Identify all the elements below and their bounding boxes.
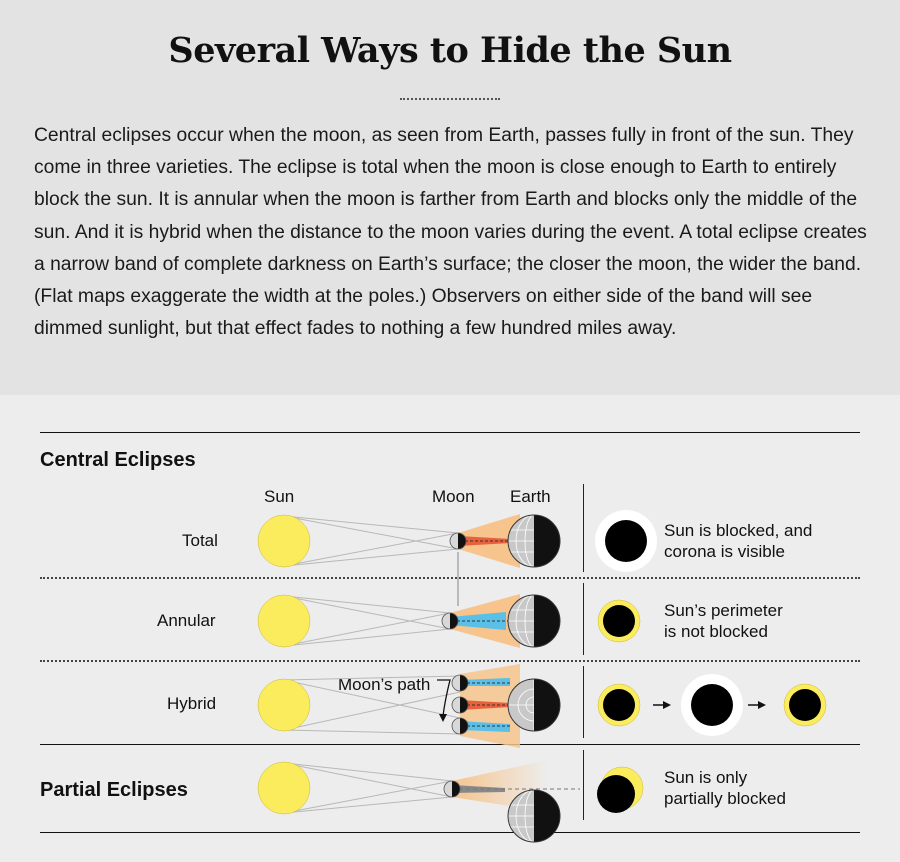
earth-globe: [508, 595, 560, 647]
sun-disc: [258, 762, 310, 814]
moons-path-label: Moon’s path: [338, 675, 431, 694]
annular-row-diagram: [258, 594, 640, 648]
hybrid-row-label: Hybrid: [167, 694, 217, 713]
annular-row-label: Annular: [157, 611, 216, 630]
sun-disc: [258, 679, 310, 731]
central-eclipses-heading: Central Eclipses: [40, 449, 196, 471]
page-title: Several Ways to Hide the Sun: [168, 30, 732, 71]
moon-disc: [452, 675, 468, 734]
eclipse-view: [681, 674, 743, 736]
partial-eclipses-heading: Partial Eclipses: [40, 779, 188, 801]
arrow-right-icon: [653, 701, 671, 709]
sun-disc: [258, 595, 310, 647]
eclipse-view: [784, 684, 826, 726]
moon-column-label: Moon: [432, 487, 475, 506]
moon-disc: [450, 533, 466, 549]
earth-globe: [508, 679, 560, 731]
earth-globe: [508, 515, 560, 567]
sun-column-label: Sun: [264, 487, 295, 506]
total-row-diagram: [258, 510, 657, 606]
annular-description: Sun’s perimeter is not blocked: [664, 601, 783, 641]
intro-paragraph: Central eclipses occur when the moon, as seen from Earth, passes fully in front of the sun. They come in three varieties. The eclipse is total when the moon is close enough to Earth to entirely block the sun. It is annular when the moon is farther from Earth and blocks only the middle of the sun. And it is hybrid when the distance to the moon varies during the event. A total eclipse creates a narrow band of complete darkness on Earth’s surface; the closer the moon, the wider the band. (Flat maps exaggerate the width at the poles.) Observers on either side of the band will see dimmed sunlight, but that effect fades to nothing a few hundred miles away.: [34, 125, 867, 340]
moon-disc: [442, 613, 458, 629]
partial-row-diagram: [258, 760, 643, 842]
earth-column-label: Earth: [510, 487, 551, 506]
partial-description: Sun is only partially blocked: [664, 768, 786, 808]
eclipse-view: [598, 684, 640, 726]
earth-globe: [508, 790, 560, 842]
total-description: Sun is blocked, and corona is visible: [664, 521, 813, 561]
hybrid-row-diagram: [258, 664, 826, 748]
eclipse-view: [597, 767, 643, 813]
sun-disc: [258, 515, 310, 567]
arrow-right-icon: [748, 701, 766, 709]
eclipse-view: [598, 600, 640, 642]
moon-disc: [444, 781, 460, 797]
eclipse-view: [595, 510, 657, 572]
total-row-label: Total: [182, 531, 218, 550]
